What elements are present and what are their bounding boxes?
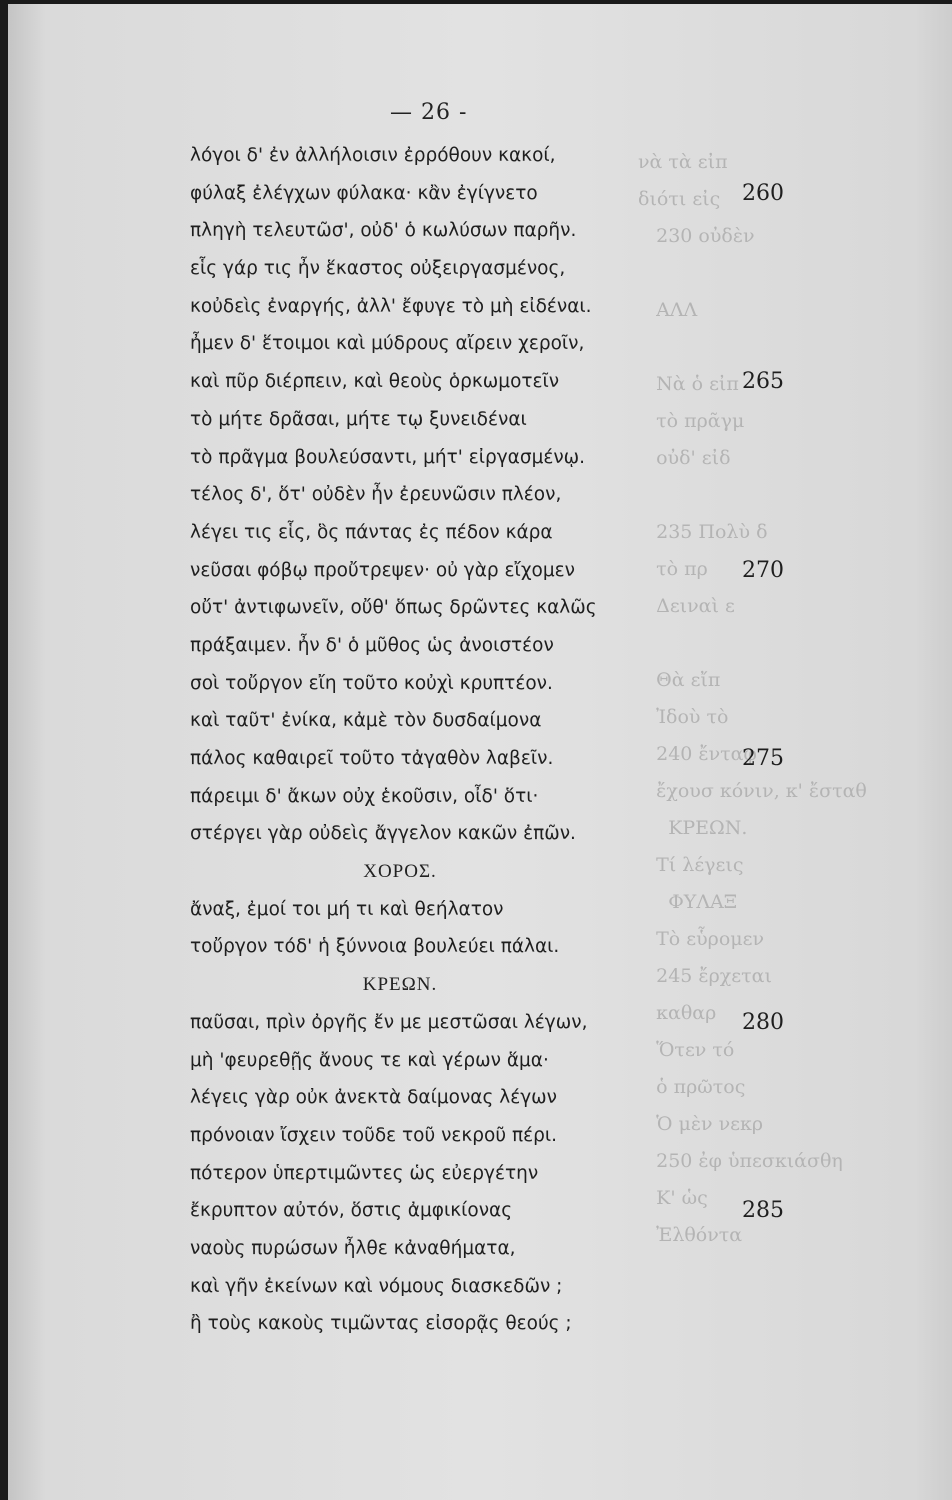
line-number: 260 [742, 180, 784, 206]
verse-text-content: πάρειμι δ' ἄκων οὐχ ἑκοῦσιν, οἶδ' ὅτι· [190, 785, 539, 807]
line-number: 265 [742, 369, 784, 395]
verse-line [190, 439, 790, 477]
page-number: — 26 - [390, 100, 468, 125]
verse-text-content: τὸ μήτε δρᾶσαι, μήτε τῳ ξυνειδέναι [190, 408, 527, 430]
verse-text-content: μὴ 'φευρεθῇς ἄνους τε καὶ γέρων ἅμα· [190, 1049, 549, 1071]
verse-block-guard [190, 137, 790, 853]
verse-line [190, 552, 790, 590]
line-number: 270 [742, 557, 784, 583]
verse-text-content: φύλαξ ἐλέγχων φύλακα· κἂν ἐγίγνετο [190, 182, 538, 204]
verse-text-content: λέγει τις εἷς, ὃς πάντας ἐς πέδον κάρα [190, 521, 553, 543]
line-number: 275 [742, 746, 784, 771]
verse-line [190, 1004, 790, 1042]
verse-text-content: καὶ ταῦτ' ἐνίκα, κἀμὲ τὸν δυσδαίμονα [190, 710, 542, 732]
verse-text-content: νεῦσαι φόβῳ προὔτρεψεν· οὐ γὰρ εἴχομεν [190, 559, 575, 581]
verse-text-content: παῦσαι, πρὶν ὀργῆς ἔν με μεστῶσαι λέγων, [190, 1011, 588, 1033]
verse-line [190, 514, 790, 552]
verse-line [190, 363, 790, 401]
verse-line [190, 325, 790, 363]
verse-text-content: οὔτ' ἀντιφωνεῖν, οὔθ' ὅπως δρῶντες καλῶς [190, 597, 597, 619]
verse-line [190, 1117, 790, 1155]
verse-line [190, 1155, 790, 1193]
speaker-heading-chorus: ΧΟΡΟΣ. [363, 861, 437, 883]
verse-text-content: εἷς γάρ τις ἦν ἕκαστος οὐξειργασμένος, [190, 258, 566, 280]
speaker-heading-creon: ΚΡΕΩΝ. [362, 974, 438, 996]
verse-line [190, 740, 790, 778]
verse-text-content: καὶ πῦρ διέρπειν, καὶ θεοὺς ὁρκωμοτεῖν [190, 371, 560, 393]
verse-text-content: τοὔργον τόδ' ἡ ξύννοια βουλεύει πάλαι. [190, 936, 560, 958]
verse-text-content: πότερον ὑπερτιμῶντες ὡς εὐεργέτην [190, 1162, 539, 1184]
verse-text-content: λέγεις γὰρ οὐκ ἀνεκτὰ δαίμονας λέγων [190, 1087, 557, 1109]
verse-line [190, 137, 790, 175]
verse-text-content: τὸ πρᾶγμα βουλεύσαντι, μήτ' εἰργασμένῳ. [190, 446, 586, 468]
verse-line [190, 1268, 790, 1306]
verse-line [190, 288, 790, 326]
verse-line [190, 175, 790, 213]
verse-text-content: καὶ γῆν ἐκείνων καὶ νόμους διασκεδῶν ; [190, 1275, 563, 1297]
verse-line [190, 1305, 790, 1343]
verse-line [190, 1042, 790, 1080]
verse-text-content: κοὐδεὶς ἐναργής, ἀλλ' ἔφυγε τὸ μὴ εἰδέναι. [190, 295, 592, 317]
verse-line [190, 928, 790, 966]
verse-line [190, 778, 790, 816]
verse-line [190, 1192, 790, 1230]
verse-text-content: ἢ τοὺς κακοὺς τιμῶντας εἰσορᾷς θεούς ; [190, 1313, 572, 1335]
verse-text-content: σοὶ τοὔργον εἴη τοῦτο κοὐχὶ κρυπτέον. [190, 672, 553, 694]
verse-line [190, 250, 790, 288]
verse-text-content: λόγοι δ' ἐν ἀλλήλοισιν ἐρρόθουν κακοί, [190, 145, 556, 166]
verse-text-content: ναοὺς πυρώσων ἦλθε κἀναθήματα, [190, 1237, 516, 1259]
bleed-through-text: νὰ τὰ εἰπ διότι εἰς 230 οὐδὲν ΑΛΛ Νὰ ὁ εἰπ τὸ πρᾶγμ οὐδ' εἰδ 235 Πολὺ δ τὸ πρ Δειναὶ ε Θὰ εἴπ Ἰδοὺ τὸ 240 ἔνταφ ἔχουσ κόνιν, κ' ἔσταθ ΚΡΕΩΝ. Τί λέγεις ΦΥΛΑΞ Τὸ εὗρομεν 245 ἔρχεται καθαρ Ὅτεν τό ὁ πρῶτος Ὁ μὲν νεκρ 250 ἐφ ὑπεσκιάσθη Κ' ὡς Ἐλθόντα [638, 151, 867, 1246]
verse-line [190, 627, 790, 665]
verse-line [190, 476, 790, 514]
verse-line [190, 891, 790, 929]
verse-line [190, 212, 790, 250]
verse-text-content: ἄναξ, ἐμοί τοι μή τι καὶ θεήλατον [190, 898, 504, 920]
verse-text-content: ἦμεν δ' ἕτοιμοι καὶ μύδρους αἴρειν χεροῖν, [190, 333, 585, 355]
book-page [8, 4, 952, 1500]
verse-line [190, 1230, 790, 1268]
verse-block-chorus [190, 891, 790, 966]
verse-line [190, 815, 790, 853]
verse-text-content: πράξαιμεν. ἦν δ' ὁ μῦθος ὡς ἀνοιστέον [190, 634, 554, 656]
verse-text-content: ἔκρυπτον αὐτόν, ὅστις ἀμφικίονας [190, 1200, 513, 1222]
verse-line [190, 702, 790, 740]
line-number: 280 [742, 1009, 784, 1035]
verse-line [190, 401, 790, 439]
line-number: 285 [742, 1198, 784, 1224]
verse-line [190, 665, 790, 703]
verse-text-content: στέργει γὰρ οὐδεὶς ἄγγελον κακῶν ἐπῶν. [190, 823, 576, 845]
verse-line [190, 1079, 790, 1117]
verse-text-content: πάλος καθαιρεῖ τοῦτο τἀγαθὸν λαβεῖν. [190, 748, 554, 769]
verse-text [190, 137, 790, 1343]
verse-text-content: πρόνοιαν ἴσχειν τοῦδε τοῦ νεκροῦ πέρι. [190, 1124, 557, 1146]
verse-text-content: πληγὴ τελευτῶσ', οὐδ' ὁ κωλύσων παρῆν. [190, 220, 577, 242]
verse-line [190, 589, 790, 627]
verse-block-creon [190, 1004, 790, 1343]
verse-text-content: τέλος δ', ὅτ' οὐδὲν ἦν ἐρευνῶσιν πλέον, [190, 484, 562, 506]
